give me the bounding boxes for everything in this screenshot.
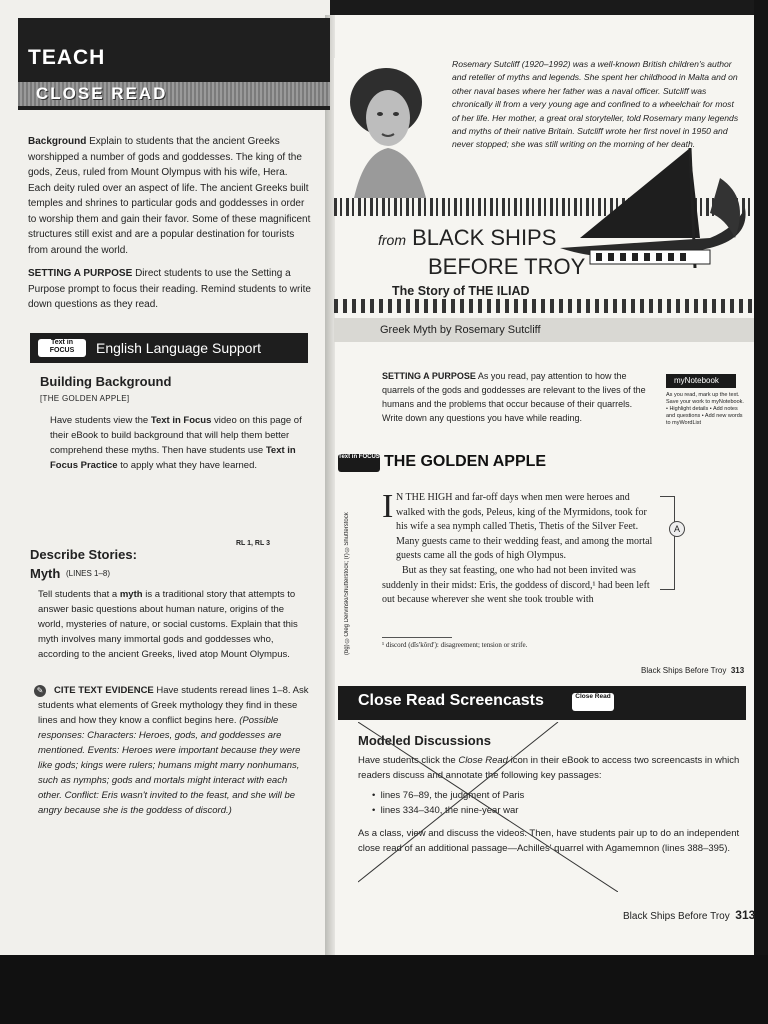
describe-stories-heading: Describe Stories:	[30, 547, 137, 562]
golden-apple-title: THE GOLDEN APPLE	[384, 453, 547, 470]
black-ship-illustration	[560, 138, 754, 298]
background-paragraph	[28, 134, 313, 258]
golden-apple-text-in-focus-badge[interactable]: Text in FOCUS	[338, 454, 380, 472]
modeled-discussions-heading: Modeled Discussions	[358, 733, 491, 748]
building-background-body	[50, 413, 308, 473]
building-background-heading: Building Background	[40, 374, 172, 389]
title-black-ships: BLACK SHIPS	[412, 225, 557, 250]
title-story-of-iliad: The Story of THE ILIAD	[392, 284, 530, 298]
list-item-text: lines 76–89, the judgment of Paris	[380, 790, 525, 801]
modeled-intro-1: Have students click the	[358, 755, 459, 766]
setting-purpose-paragraph	[28, 266, 313, 313]
story-text	[382, 488, 658, 608]
background-text: Explain to students that the ancient Greeks worshipped a number of gods and goddesses. The king of the gods, Zeus, ruled from Mount Olympus with his wife, Hera. Each deity ruled over an aspect of life. The ancient Greeks built temples and shrines to particular gods and goddesses in order to worship them and gain their favor. Some of these magnificent structures still exist and are a popular destination for tourists from around the world.	[28, 136, 311, 256]
setting-purpose-prompt-label: SETTING A PURPOSE	[382, 371, 476, 381]
scan-border-right	[754, 0, 768, 1024]
setting-purpose-text: Direct students to use the Setting a Purpose prompt to focus their reading. Remind students to write down questions as they read.	[28, 268, 311, 310]
cite-italic: (Possible responses: Characters: Heroes, gods, and goddesses are mentioned. Events: Heroes were important because they were like gods; kings were rulers; humans might marry nonhumans, such as nymphs; gods and mortals might interact with each other. Conflict: Eris wasn't invited to the feast, and she will be angry because she is the goddess of discord.)	[38, 715, 301, 816]
bb-bold-2: Text in Focus Practice	[50, 445, 296, 471]
myth-text-1: Tell students that a	[38, 589, 120, 600]
cite-label: CITE TEXT EVIDENCE	[54, 685, 154, 696]
bb-text-2: video on this page of their eBook to build background that will help them better comprehend these myths. Then have students use	[50, 415, 302, 456]
story-paragraph-1: N THE HIGH and far-off days when men were heroes and walked with the gods, Peleus, king of the Myrmidons, took for his wife a sea nymph called Thetis, Thetis of the Silver Feet. Many guests came to their wedding feast, and among the mortal guests came all the gods of high Olympus.	[396, 492, 653, 562]
title-before-troy: BEFORE TROY	[428, 254, 586, 279]
standards-tag: RL 1, RL 3	[236, 540, 270, 547]
cite-text: Have students reread lines 1–8. Ask students what elements of Greek mythology they find in these lines and how they know a conflict begins here.	[38, 685, 309, 726]
modeled-discussions-followup: As a class, view and discuss the videos. Then, have students pair up to do an independent close read of an additional passage—Achilles' quarrel with Agamemnon (lines 388–395).	[358, 828, 740, 854]
title-from: from	[378, 232, 406, 248]
teacher-page-folio	[623, 908, 755, 922]
scan-border-top-right	[334, 0, 768, 15]
modeled-intro-2: icon in their eBook to access two screencasts in which readers discuss and annotate the following key passages:	[358, 755, 740, 781]
setting-purpose-label: SETTING A PURPOSE	[28, 268, 133, 279]
myth-bold: myth	[119, 589, 143, 600]
list-item-text: lines 334–340, the nine-year war	[380, 805, 519, 816]
myth-text-2: is a traditional story that attempts to answer basic questions about human nature, origins of the world, mysteries of nature, or social customs. Explain that this myth involves many immortal gods and goddesses who, according to the ancient Greeks, lived atop Mount Olympus.	[38, 589, 298, 660]
teach-title: TEACH	[28, 46, 106, 69]
title-line-1	[378, 225, 556, 251]
footnote: ¹ discord (dĭs′kôrd′): disagreement; tension or strife.	[382, 641, 528, 649]
myth-body	[38, 587, 310, 662]
cite-evidence-body	[38, 683, 313, 818]
scan-border-bottom	[0, 955, 768, 1024]
mynotebook-text: As you read, mark up the text. Save your work to myNotebook. • Highlight details • Add notes and questions • Add new words to myWordList	[666, 392, 744, 426]
margin-note-a-badge[interactable]: A	[669, 521, 685, 537]
author-portrait	[334, 58, 444, 198]
setting-purpose-prompt	[382, 369, 652, 425]
golden-apple-subheading: [THE GOLDEN APPLE]	[40, 394, 130, 403]
story-paragraph-2: But as they sat feasting, one who had not been invited was suddenly in their midst: Eris, the goddess of discord,¹ had been left out because wherever she went she took trouble with	[382, 564, 650, 606]
els-title: English Language Support	[96, 340, 262, 356]
student-page-folio	[641, 666, 744, 675]
byline: Greek Myth by Rosemary Sutcliff	[380, 324, 541, 336]
folio-number: 313	[730, 666, 745, 675]
cite-evidence-icon: ✎	[34, 685, 46, 697]
photo-credit: (bg) ©Oleg Dervinski/Shutterstock; (r) ©Shutterstock	[344, 512, 350, 655]
author-bio: Rosemary Sutcliff (1920–1992) was a well-known British children's author and reteller of myths and legends. She spent her childhood in Malta and on other naval bases where her father was a naval officer. Sutcliff was chronically ill from a very young age and confined to a wheelchair for most of her life. Her mother, a great oral storyteller, told Rosemary many legends and myths of their native Britain. Sutcliff wrote her first novel in 1950 and never stopped; she was still writing on the morning of her death.	[452, 59, 739, 150]
handwritten-cross-out	[358, 722, 618, 892]
bb-text-3: to apply what they have learned.	[117, 460, 258, 471]
folio-title: Black Ships Before Troy	[641, 666, 727, 675]
modeled-intro-italic: Close Read	[458, 755, 508, 766]
list-item: • lines 334–340, the nine-year war	[372, 805, 519, 816]
drop-cap: I	[382, 488, 394, 525]
screencasts-title: Close Read Screencasts	[358, 692, 544, 709]
close-read-title: CLOSE READ	[36, 84, 168, 103]
background-label: Background	[28, 136, 87, 147]
footnote-rule	[382, 637, 452, 638]
myth-lines-label: (LINES 1–8)	[66, 569, 111, 578]
bb-bold-1: Text in Focus	[150, 415, 212, 426]
setting-purpose-prompt-text: As you read, pay attention to how the quarrels of the gods and goddesses are relevant to the lives of the humans and the problems that occur because of their quarrels. Write down any questions you have while reading.	[382, 371, 646, 423]
text-in-focus-badge[interactable]: Text in FOCUS	[38, 339, 86, 357]
close-read-icon[interactable]: Close Read	[572, 693, 614, 711]
wave-border	[334, 299, 754, 313]
annotation-bracket	[660, 496, 675, 590]
mynotebook-badge[interactable]: myNotebook	[666, 374, 736, 388]
bb-text-1: Have students view the	[50, 415, 151, 426]
folio-title: Black Ships Before Troy	[623, 911, 730, 922]
list-item: • lines 76–89, the judgment of Paris	[372, 790, 525, 801]
folio-number: 313	[735, 908, 756, 922]
myth-heading: Myth	[30, 566, 61, 581]
